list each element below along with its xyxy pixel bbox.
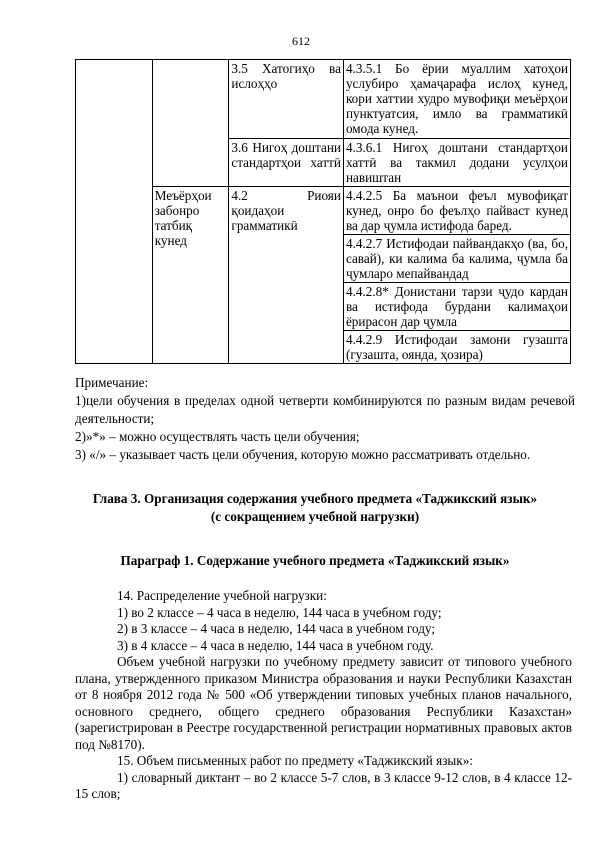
page-number: 612 (292, 34, 310, 48)
table-cell: Меъёрҳои забонро татбиқ кунед (152, 187, 229, 364)
table-cell: 4.2 Риояи қоидаҳои грамматикӣ (229, 187, 344, 364)
table-cell: 4.4.2.8* Донистани тарзи ҷудо кардан ва истифода бурдани калимаҳои ёрирасон дар ҷумла (343, 283, 570, 331)
paragraph-heading: Параграф 1. Содержание учебного предмета «Таджикский язык» (120, 553, 510, 568)
chapter-subtitle: (с сокращением учебной нагрузки) (210, 509, 420, 524)
table-cell: 4.4.2.9 Истифодаи замони гузашта (гузашта, оянда, ҳозира) (343, 331, 570, 364)
chapter-title: Глава 3. Организация содержания учебного предмета «Таджикский язык» (92, 491, 538, 506)
list-item: 3) в 4 классе – 4 часа в неделю, 144 часа в учебном году. (117, 637, 434, 653)
list-item: 1) во 2 классе – 4 часа в неделю, 144 часа в учебном году; (117, 604, 442, 620)
note-item: 3) «/» – указывает часть цели обучения, которую можно рассматривать отдельно. (75, 447, 531, 462)
body-text (75, 588, 572, 803)
table-cell: 3.6 Нигоҳ доштани стандартҳои хаттӣ (229, 139, 344, 187)
list-item: 1) словарный диктант – во 2 классе 5-7 слов, в 3 классе 9-12 слов, в 4 классе 12-15 слов; (75, 769, 572, 801)
note-item: 2)»*» – можно осуществлять часть цели обучения; (75, 429, 360, 444)
table-cell: 4.3.6.1 Нигоҳ доштани стандартҳои хаттӣ ва такмил додани усулҳои навиштан (343, 139, 570, 187)
chapter-heading (60, 490, 570, 526)
note-item: 1)цели обучения в пределах одной четверти комбинируются по разным видам речевой деятельности; (75, 393, 575, 426)
curriculum-table (75, 59, 571, 364)
list-item: 2) в 3 классе – 4 часа в неделю, 144 часа в учебном году; (117, 621, 436, 636)
table-cell: 3.5 Хатогиҳо ва ислоҳҳо (229, 60, 344, 139)
section-15: 15. Объем письменных работ по предмету «Таджикский язык»: (117, 753, 473, 768)
table-row (76, 60, 571, 139)
table-cell-empty (152, 60, 229, 187)
table-cell: 4.4.2.5 Ба маънои феъл мувофиқат кунед, онро бо феълҳо пайваст кунед ва дар ҷумла истифода баред. (343, 187, 570, 235)
volume-paragraph: Объем учебной нагрузки по учебному предмету зависит от типового учебного плана, утвержденного приказом Министра образования и науки Республики Казахстан от 8 ноября 2012 года № 500 «Об утверждении типовых учебных планов начального, основного среднего, общего среднего образования Республики Казахстан» (зарегистрирован в Реестре государственной регистрации нормативных правовых актов под №8170). (75, 654, 572, 752)
notes-title: Примечание: (75, 375, 149, 390)
section-14: 14. Распределение учебной нагрузки: (117, 588, 327, 603)
table-cell: 4.3.5.1 Бо ёрии муаллим хатоҳои услубиро ҳамаҷарафа ислоҳ кунед, кори хаттии худро мувофиқи меъёрҳои пунктуатсия, имло ва грамматикӣ омода кунед. (343, 60, 570, 139)
table-cell: 4.4.2.7 Истифодаи пайвандакҳо (ва, бо, савай), ки калима ба калима, ҷумла ба ҷумларо мепайвандад (343, 235, 570, 283)
notes-block (75, 374, 575, 464)
table-cell-empty (76, 60, 153, 364)
